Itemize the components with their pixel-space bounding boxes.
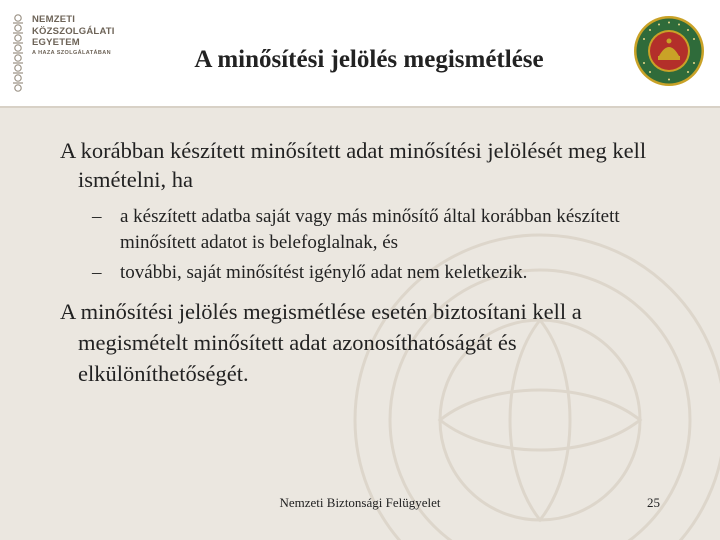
page-number: 25 bbox=[647, 495, 660, 510]
slide-body bbox=[60, 136, 670, 389]
dash-bullet: – bbox=[92, 262, 102, 283]
dash-bullet: – bbox=[92, 206, 102, 227]
paragraph-2: A minősítési jelölés megismétlése esetén biztosítani kell a megismételt minősített adat azonosíthatóságát és elkülöníthetőségét. bbox=[60, 299, 582, 386]
slide-header bbox=[0, 0, 720, 106]
list-item-text: a készített adatba saját vagy más minősítő által korábban készített minősített adatot is belefoglalnak, és bbox=[120, 206, 620, 253]
logo-line-2: KÖZSZOLGÁLATI bbox=[32, 25, 115, 37]
list-item-text: további, saját minősítést igénylő adat nem keletkezik. bbox=[120, 262, 528, 283]
institution-seal-icon bbox=[632, 14, 706, 88]
logo-tagline: A HAZA SZOLGÁLATÁBAN bbox=[32, 49, 111, 56]
footer-organization: Nemzeti Biztonsági Felügyelet bbox=[279, 495, 441, 510]
header-divider bbox=[0, 106, 720, 108]
paragraph-1: A korábban készített minősített adat minősítési jelölését meg kell ismételni, ha bbox=[60, 138, 647, 192]
logo-wordmark bbox=[32, 14, 115, 58]
bullet-list bbox=[60, 204, 670, 286]
logo-pattern-icon bbox=[10, 12, 26, 92]
logo-line-3: EGYETEM bbox=[32, 37, 80, 48]
university-logo bbox=[10, 12, 130, 92]
slide-title: A minősítési jelölés megismétlése bbox=[194, 46, 544, 73]
list-item bbox=[92, 260, 670, 286]
logo-line-1: NEMZETI bbox=[32, 14, 76, 25]
list-item bbox=[92, 204, 670, 256]
